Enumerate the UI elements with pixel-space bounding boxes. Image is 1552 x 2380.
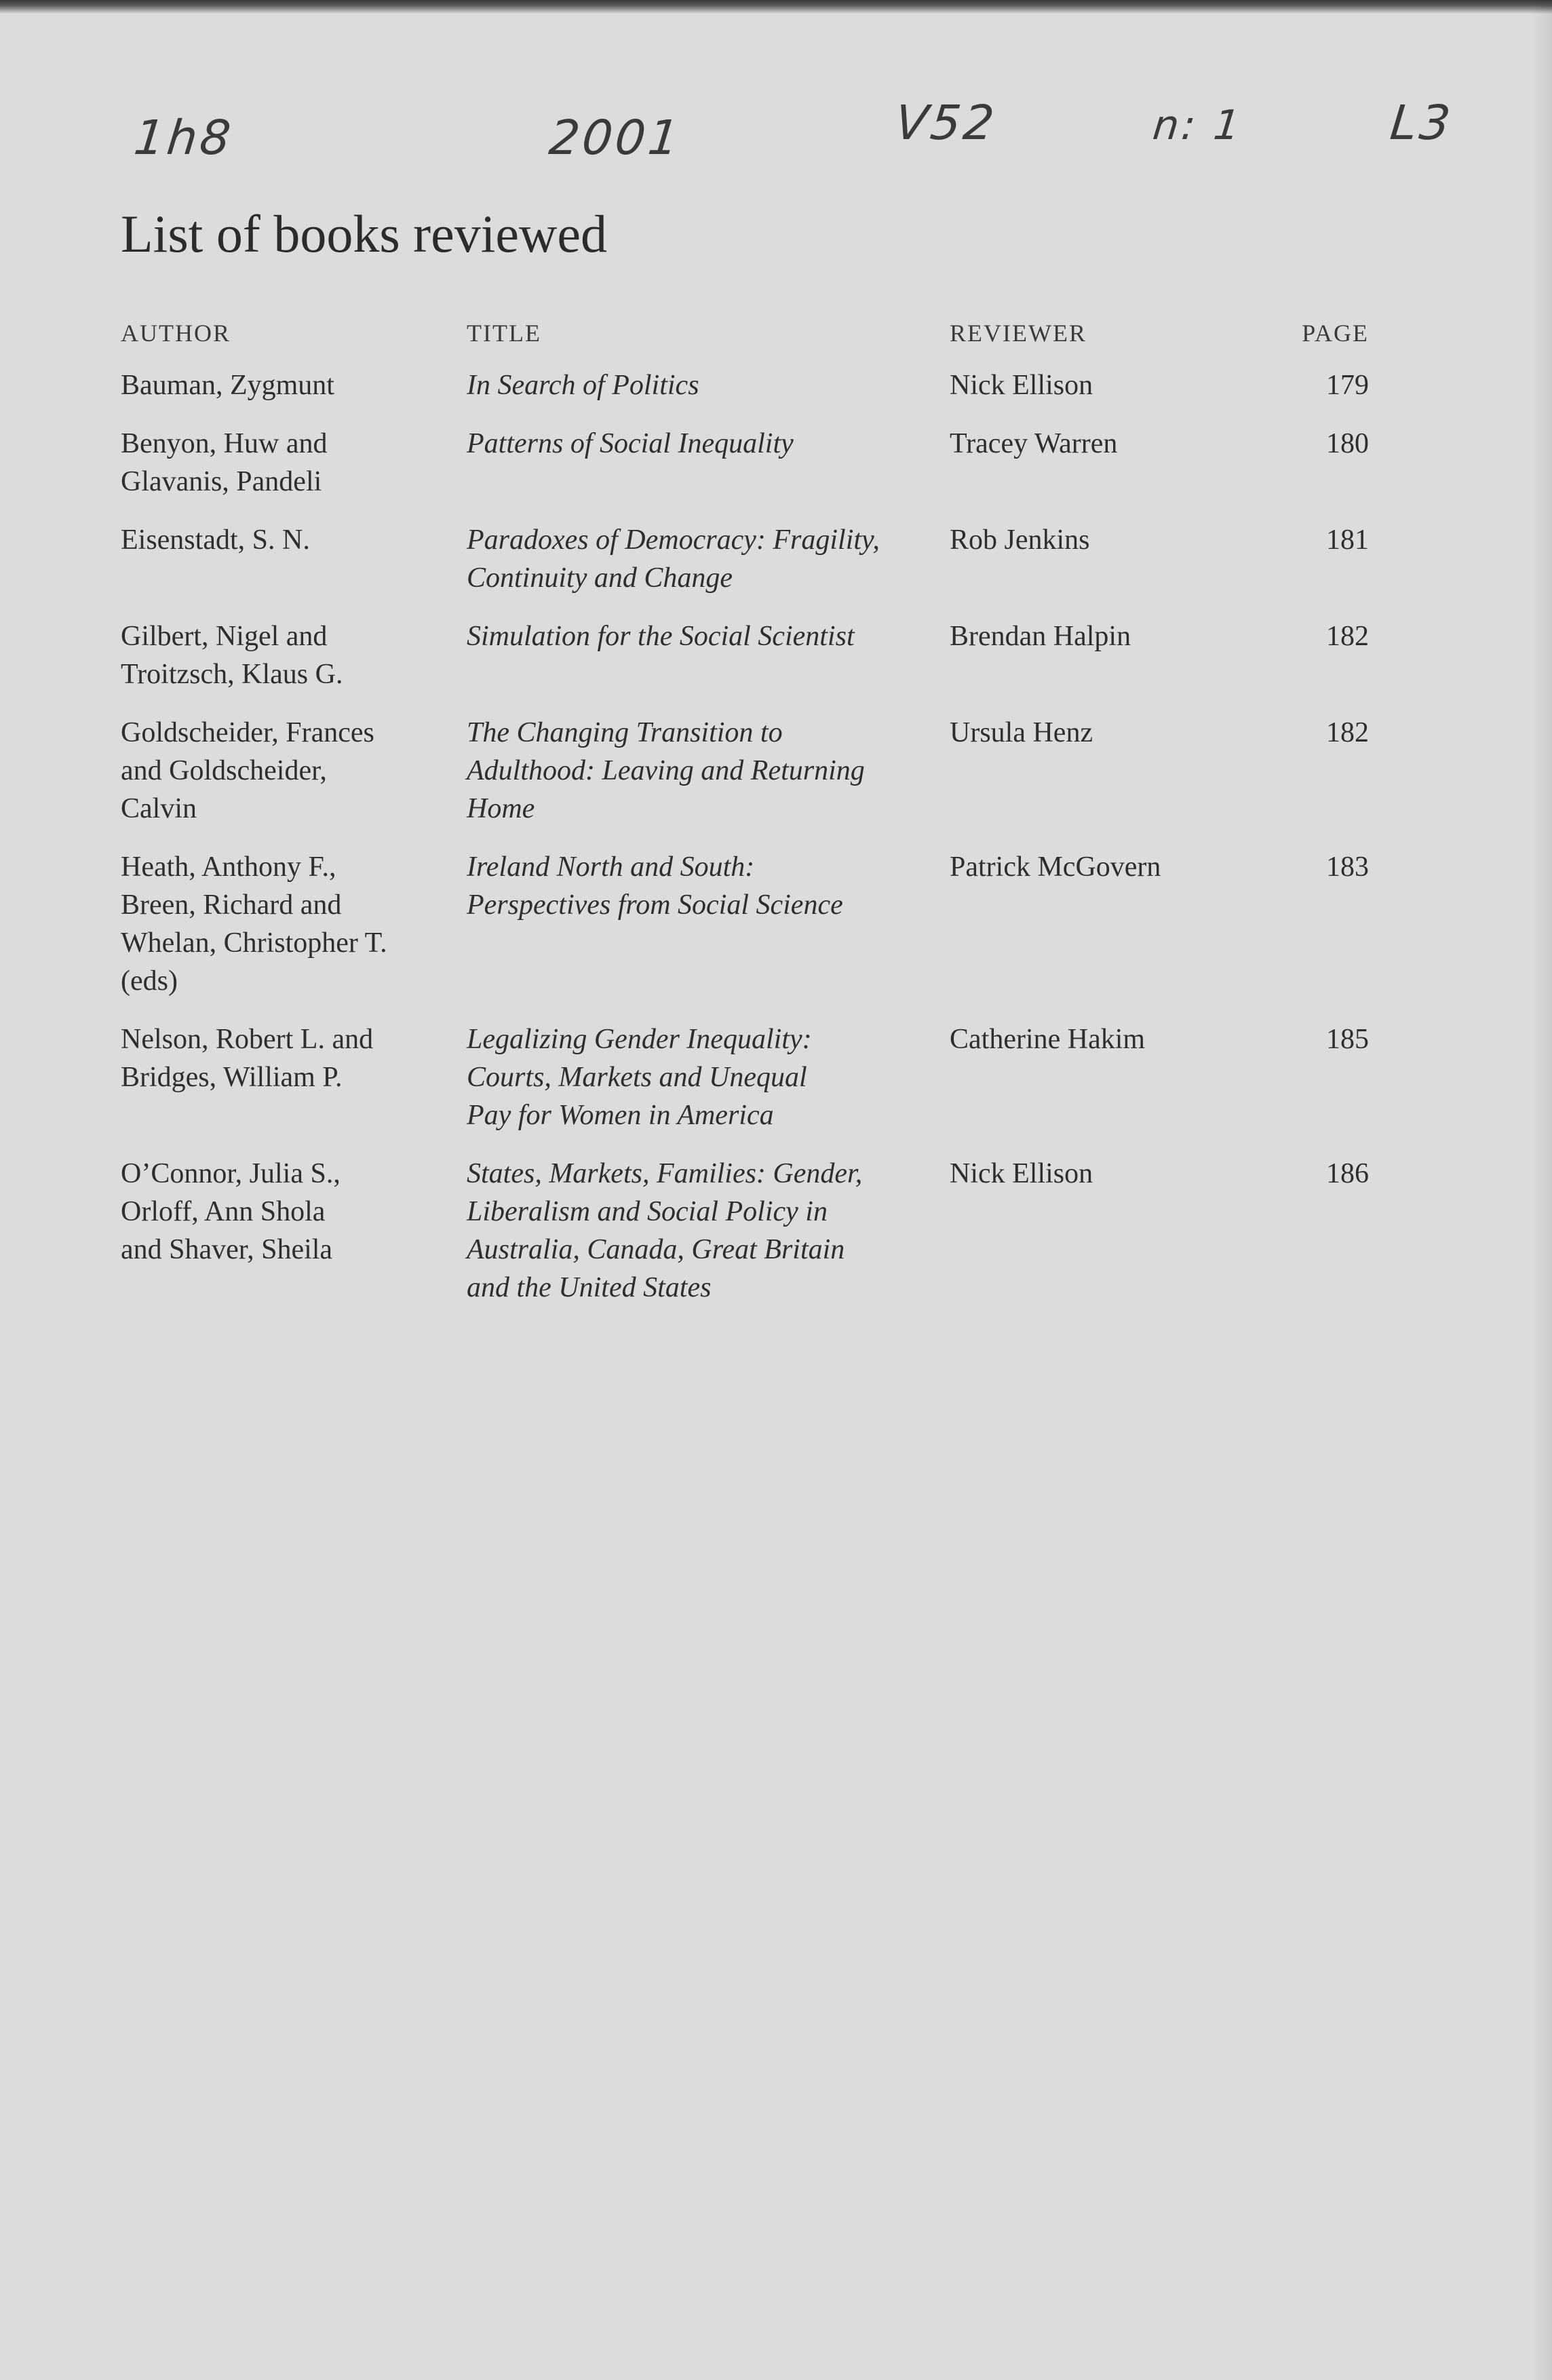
table-row (121, 848, 1376, 1020)
header-page: PAGE (1302, 320, 1369, 347)
book-title: States, Markets, Families: Gender, Liberalism and Social Policy in Australia, Canada, Great Britain and the United States (467, 1158, 863, 1303)
book-author: Goldscheider, Frances and Goldscheider, Calvin (121, 717, 374, 824)
book-title: Ireland North and South: Perspectives from Social Science (467, 851, 843, 921)
handwritten-mark: L3 (1387, 95, 1456, 151)
book-reviewer: Ursula Henz (950, 717, 1093, 748)
book-page: 180 (1326, 428, 1369, 459)
book-author: O’Connor, Julia S., Orloff, Ann Shola and Shaver, Sheila (121, 1158, 341, 1265)
header-title: TITLE (467, 320, 541, 347)
book-page: 182 (1326, 717, 1369, 748)
book-author: Nelson, Robert L. and Bridges, William P. (121, 1024, 374, 1093)
scan-right-shadow (1532, 0, 1552, 2380)
book-title: The Changing Transition to Adulthood: Leaving and Returning Home (467, 717, 865, 824)
handwritten-mark: n: 1 (1150, 102, 1245, 149)
table-row (121, 617, 1376, 714)
handwritten-mark: 1h8 (131, 110, 236, 166)
book-page: 182 (1326, 621, 1369, 652)
book-author: Heath, Anthony F., Breen, Richard and Whelan, Christopher T. (eds) (121, 851, 387, 997)
book-reviewer: Tracey Warren (950, 428, 1118, 459)
book-reviewer: Patrick McGovern (950, 851, 1161, 883)
book-reviewer: Nick Ellison (950, 370, 1093, 401)
table-row (121, 1155, 1376, 1327)
book-title: Patterns of Social Inequality (467, 428, 794, 459)
table-row (121, 521, 1376, 617)
book-title: Legalizing Gender Inequality: Courts, Markets and Unequal Pay for Women in America (467, 1024, 812, 1131)
handwritten-mark: V52 (892, 95, 1000, 151)
table-header-row (121, 319, 1376, 366)
book-page: 179 (1326, 370, 1369, 401)
book-reviewer: Nick Ellison (950, 1158, 1093, 1189)
scan-top-edge (0, 0, 1552, 14)
book-author: Eisenstadt, S. N. (121, 524, 310, 556)
book-author: Benyon, Huw and Glavanis, Pandeli (121, 428, 328, 497)
book-author: Gilbert, Nigel and Troitzsch, Klaus G. (121, 621, 343, 690)
book-reviewer: Brendan Halpin (950, 621, 1131, 652)
book-title: Paradoxes of Democracy: Fragility, Continuity and Change (467, 524, 880, 594)
book-page: 183 (1326, 851, 1369, 883)
page-title: List of books reviewed (121, 204, 608, 263)
book-page: 181 (1326, 524, 1369, 556)
book-reviewer: Rob Jenkins (950, 524, 1090, 556)
table-row (121, 714, 1376, 848)
book-page: 186 (1326, 1158, 1369, 1189)
header-author: AUTHOR (121, 320, 231, 347)
table-row (121, 425, 1376, 521)
table-row (121, 366, 1376, 425)
handwritten-annotations (0, 95, 1552, 176)
handwritten-mark: 2001 (546, 110, 684, 166)
book-title: In Search of Politics (467, 370, 699, 401)
table-row (121, 1020, 1376, 1155)
book-page: 185 (1326, 1024, 1369, 1055)
books-table (121, 319, 1376, 1327)
book-author: Bauman, Zygmunt (121, 370, 334, 401)
book-title: Simulation for the Social Scientist (467, 621, 855, 652)
book-reviewer: Catherine Hakim (950, 1024, 1146, 1055)
header-reviewer: REVIEWER (950, 320, 1087, 347)
